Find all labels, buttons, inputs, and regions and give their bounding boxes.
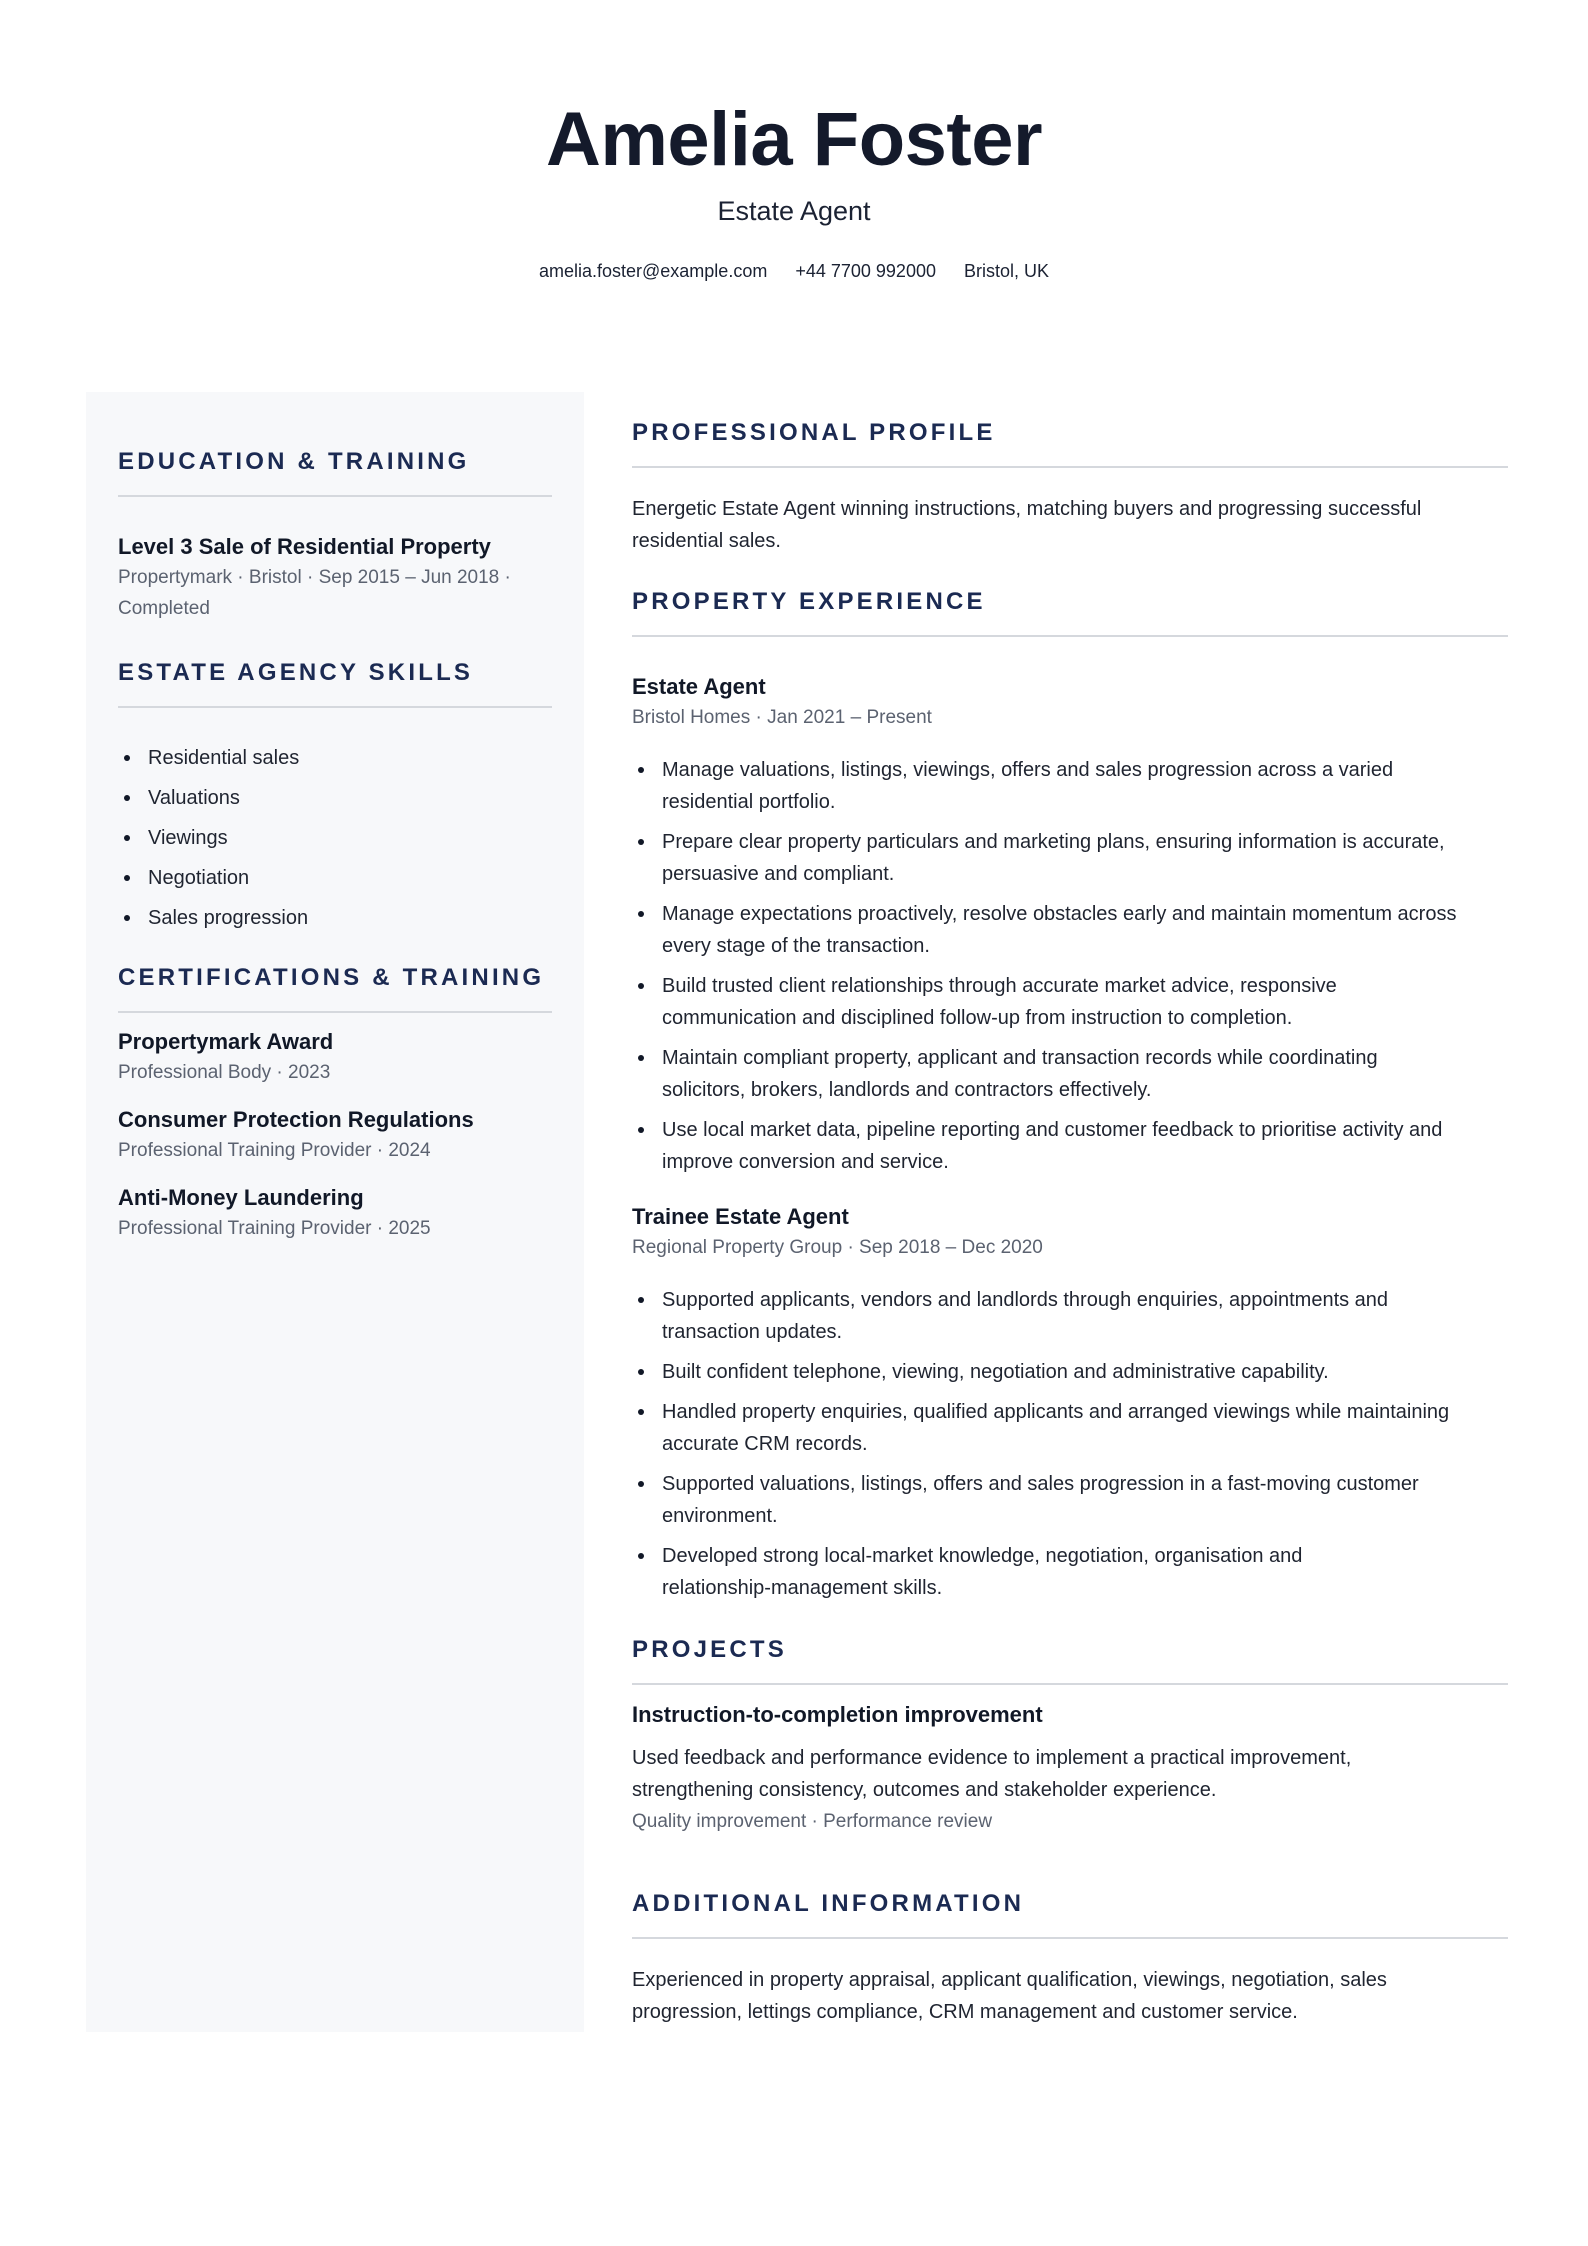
list-item: Supported valuations, listings, offers and sales progression in a fast-moving customer environment.	[632, 1468, 1508, 1532]
contact-phone: +44 7700 992000	[795, 261, 936, 281]
contact-location: Bristol, UK	[963, 261, 1050, 281]
list-item: Negotiation	[118, 862, 552, 894]
project-text-line: strengthening consistency, outcomes and stakeholder experience.	[632, 1779, 1217, 1801]
certifications-section	[118, 962, 552, 1013]
list-item: Handled property enquiries, qualified applicants and arranged viewings while maintaining accurate CRM records.	[632, 1396, 1508, 1460]
profile-text-line: Energetic Estate Agent winning instructions, matching buyers and progressing successful	[632, 498, 1422, 520]
profile-text	[632, 493, 1508, 557]
projects-section	[632, 1634, 1508, 1685]
job-bullets	[632, 1284, 1508, 1604]
certification-item	[118, 1105, 552, 1167]
section-heading-education: EDUCATION & TRAINING	[118, 446, 552, 497]
additional-text-line: progression, lettings compliance, CRM management and customer service.	[632, 2001, 1298, 2023]
education-item-meta: Propertymark · Bristol · Sep 2015 – Jun 2018 ·	[118, 567, 511, 588]
job-bullets	[632, 754, 1508, 1178]
section-heading-experience: PROPERTY EXPERIENCE	[632, 586, 1508, 637]
certification-title: Propertymark Award	[118, 1029, 334, 1054]
additional-text-line: Experienced in property appraisal, applicant qualification, viewings, negotiation, sales	[632, 1969, 1387, 1991]
list-item: Maintain compliant property, applicant and transaction records while coordinating solicitors, brokers, landlords and contractors effectively.	[632, 1042, 1508, 1106]
candidate-name: Amelia Foster	[545, 97, 1043, 182]
certification-meta: Professional Training Provider · 2024	[118, 1140, 431, 1161]
list-item: Viewings	[118, 822, 552, 854]
job-entry	[632, 672, 1508, 734]
project-title: Instruction-to-completion improvement	[632, 1702, 1043, 1727]
section-heading-profile: PROFESSIONAL PROFILE	[632, 417, 1508, 468]
list-item: Manage expectations proactively, resolve obstacles early and maintain momentum across every stage of the transaction.	[632, 898, 1508, 962]
contact-line	[0, 258, 1588, 284]
project-description	[632, 1742, 1508, 1838]
job-meta: Bristol Homes · Jan 2021 – Present	[632, 707, 932, 728]
section-heading-skills: ESTATE AGENCY SKILLS	[118, 657, 552, 708]
list-item: Residential sales	[118, 742, 552, 774]
additional-section	[632, 1888, 1508, 1939]
list-item: Sales progression	[118, 902, 552, 934]
project-text-line: Used feedback and performance evidence to implement a practical improvement,	[632, 1747, 1352, 1769]
education-item-title: Level 3 Sale of Residential Property	[118, 534, 491, 559]
project-tags: Quality improvement · Performance review	[632, 1811, 993, 1832]
education-item	[118, 532, 552, 625]
list-item: Use local market data, pipeline reporting and customer feedback to prioritise activity and improve conversion and service.	[632, 1114, 1508, 1178]
candidate-title: Estate Agent	[717, 196, 871, 226]
skills-list	[118, 742, 552, 934]
section-heading-projects: PROJECTS	[632, 1634, 1508, 1685]
additional-text	[632, 1964, 1508, 2028]
job-meta: Regional Property Group · Sep 2018 – Dec 2020	[632, 1237, 1043, 1258]
project-item	[632, 1700, 1508, 1730]
certification-title: Anti-Money Laundering	[118, 1185, 364, 1210]
education-item-meta-cont: Completed	[118, 598, 210, 619]
list-item: Built confident telephone, viewing, negotiation and administrative capability.	[632, 1356, 1508, 1388]
list-item: Supported applicants, vendors and landlords through enquiries, appointments and transaction updates.	[632, 1284, 1508, 1348]
certification-item	[118, 1027, 552, 1089]
sidebar	[86, 392, 584, 2032]
certification-title: Consumer Protection Regulations	[118, 1107, 474, 1132]
list-item: Prepare clear property particulars and marketing plans, ensuring information is accurate, persuasive and compliant.	[632, 826, 1508, 890]
job-title: Estate Agent	[632, 674, 766, 699]
section-heading-certifications: CERTIFICATIONS & TRAINING	[118, 962, 552, 1013]
education-section	[118, 446, 552, 497]
certification-meta: Professional Training Provider · 2025	[118, 1218, 431, 1239]
job-title: Trainee Estate Agent	[632, 1204, 849, 1229]
skills-section	[118, 657, 552, 708]
contact-email: amelia.foster@example.com	[538, 261, 768, 281]
job-entry	[632, 1202, 1508, 1264]
list-item: Developed strong local-market knowledge, negotiation, organisation and relationship-management skills.	[632, 1540, 1508, 1604]
profile-section	[632, 417, 1508, 468]
list-item: Manage valuations, listings, viewings, offers and sales progression across a varied residential portfolio.	[632, 754, 1508, 818]
experience-section	[632, 586, 1508, 637]
list-item: Build trusted client relationships through accurate market advice, responsive communication and disciplined follow-up from instruction to completion.	[632, 970, 1508, 1034]
profile-text-line: residential sales.	[632, 530, 781, 552]
section-heading-additional: ADDITIONAL INFORMATION	[632, 1888, 1508, 1939]
certification-item	[118, 1183, 552, 1245]
certification-meta: Professional Body · 2023	[118, 1062, 331, 1083]
list-item: Valuations	[118, 782, 552, 814]
